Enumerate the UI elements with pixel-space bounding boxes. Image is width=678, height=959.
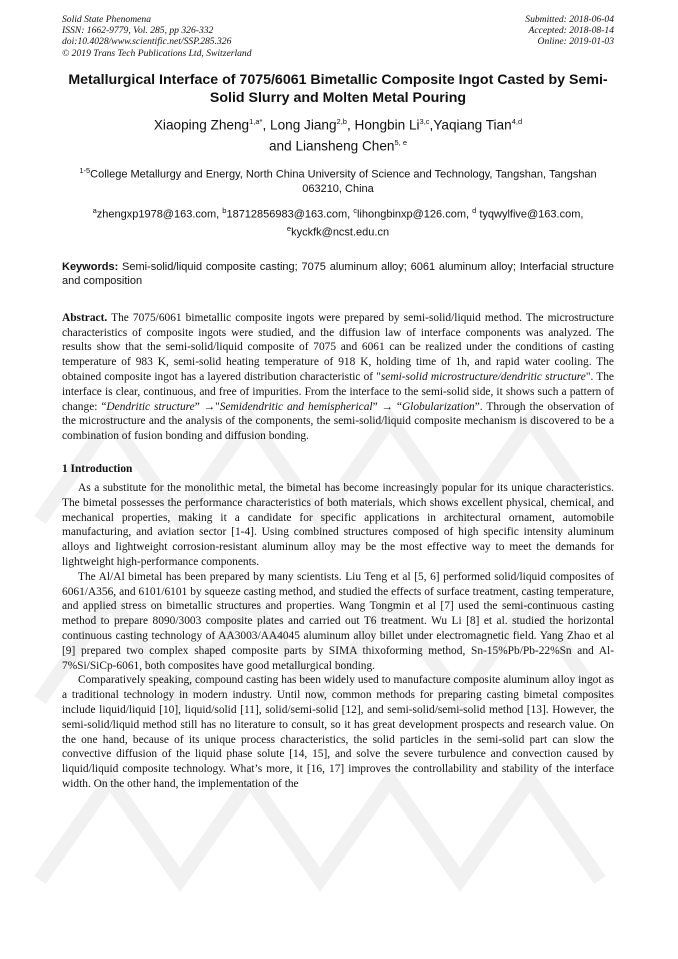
email-sup: c	[353, 205, 357, 215]
email-sup: b	[222, 205, 227, 215]
accepted-date: Accepted: 2018-08-14	[528, 25, 614, 37]
body-paragraph: The Al/Al bimetal has been prepared by many scientists. Liu Teng et al [5, 6] performed solid/liquid composites of 6061/A356, and 6101/6101 by squeeze casting method, and studied the effects of surface treatment, casting temperature, and applied stress on bimetallic structures and properties. Wang Tongmin et al [7] used the semi-continuous casting method to prepare 8090/3003 composite plates and carried out T6 treatment. Wu Li [8] et al. studied the horizontal continuous casting technology of AA3003/AA4045 aluminum alloy billet under electromagnetic field. Yang Zhao et al [9] prepared two complex shaped composite parts by SIMA thixoforming method, Sn-15%Pb/Pb-22%Sn and Al-7%Si/SiCp-6061, both composites have good metallurgical bonding.	[62, 570, 614, 672]
author-sup: 3,c	[419, 116, 430, 126]
email-link[interactable]: 18712856983@163.com,	[226, 208, 354, 221]
abstract-text: ” →"	[194, 400, 220, 413]
abstract-text: ”. Through the observation of the microstructure and the analysis of the components, the semi-solid/liquid composite mechanism is discovered to be a combination of fusion bonding and diffusion bonding.	[62, 400, 614, 443]
email-link[interactable]: kyckfk@ncst.edu.cn	[291, 226, 390, 239]
abstract-text: The 7075/6061 bimetallic composite ingots were prepared by semi-solid/liquid method. The microstructure characteristics of composite ingots were studied, and the diffusion law of interface components was analyzed. The results show that the semi-solid/liquid composite of 7075 and 6061 can be realized under the conditions of casting temperature of 983 K, semi-solid heating temperature of 918 K, holding time of 1h, and rapid water cooling. The obtained composite ingot has a layered distribution characteristic of "	[62, 311, 614, 384]
author-sup: 2,b	[336, 116, 347, 126]
abstract-emphasis: Dendritic structure	[106, 400, 195, 413]
journal-copyright: © 2019 Trans Tech Publications Ltd, Switzerland	[62, 47, 252, 59]
paper-page	[62, 14, 614, 792]
email-link[interactable]: tyqwylfive@163.com,	[476, 208, 584, 221]
author-sup: 1,a*	[249, 116, 263, 126]
abstract	[62, 311, 614, 444]
publication-dates	[525, 14, 614, 59]
affiliation	[62, 164, 614, 197]
body-paragraph: Comparatively speaking, compound casting has been widely used to manufacture composite aluminum alloy ingot as a traditional technology in modern industry. Until now, common methods for preparing casting bimetal composites include liquid/liquid [10], liquid/solid [11], solid/semi-solid [12], and semi-solid/semi-solid method [13]. However, the semi-solid/liquid method still has no literature to consult, so it has great development prospects and research value. On the one hand, because of its unique process characteristics, the solid particles in the semi-solid part can slow the convective diffusion of the liquid phase solute [14, 15], and solve the severe turbulence and convection caused by liquid/liquid composite technology. What’s more, it [16, 17] improves the controllability and stability of the interface width. On the other hand, the implementation of the	[62, 674, 614, 790]
journal-header	[62, 14, 614, 59]
author-name: and Liansheng Chen	[269, 138, 395, 154]
email-list	[62, 204, 614, 240]
author-name: Long Jiang	[270, 117, 337, 133]
submitted-date: Submitted: 2018-06-04	[525, 14, 614, 25]
author-name: Yaqiang Tian	[433, 117, 512, 133]
abstract-emphasis: semi-solid microstructure/dendritic structure	[380, 371, 586, 384]
journal-doi: doi:10.4028/www.scientific.net/SSP.285.326	[62, 36, 232, 48]
abstract-emphasis: Semidendritic and hemispherical	[219, 400, 373, 413]
author-name: Hongbin Li	[354, 117, 420, 133]
email-sup: a	[92, 205, 97, 215]
author-sup: 4,d	[511, 116, 523, 126]
keywords-text: Semi-solid/liquid composite casting; 7075 aluminum alloy; 6061 aluminum alloy; Interfacial structure and composition	[62, 260, 614, 288]
author-name: Xiaoping Zheng	[153, 117, 250, 133]
author-sup: 5, e	[394, 138, 407, 148]
body-paragraph: As a substitute for the monolithic metal, the bimetal has become increasingly popular for its unique characteristics. The bimetal possesses the performance characteristics of both materials, which shows excellent physical, chemical, and mechanical properties, making it a candidate for specific applications in architectural ornament, automobile manufacturing, and aviation sector [1-4]. Using combined structures composed of high specific intensity aluminum alloys and lightweight corrosion-resistant aluminum alloy may be the most effective way to meet the demands for lightweight high-performance components.	[62, 482, 614, 568]
online-date: Online: 2019-01-03	[537, 36, 614, 48]
keywords-label: Keywords:	[62, 260, 119, 273]
affiliation-text: College Metallurgy and Energy, North China University of Science and Technology, Tangshan, Tangshan 063210, China	[90, 168, 597, 196]
abstract-text: ". The interface is clear, continuous, and free of impurities. From the interface to the semi-solid side, it shows such a pattern of change: “	[62, 371, 614, 413]
paper-title: Metallurgical Interface of 7075/6061 Bimetallic Composite Ingot Casted by Semi-Solid Slurry and Molten Metal Pouring	[68, 71, 608, 106]
journal-name: Solid State Phenomena	[62, 14, 151, 25]
author-list: Xiaoping Zheng$^{1,a*}$, Long Jiang$^{2,b}$, Hongbin Li$^{3,c}$,Yaqiang Tian$^{4,d}$ and Liansheng Chen$^{5, e}$	[153, 116, 523, 154]
keywords	[62, 260, 614, 289]
abstract-emphasis: Globularization	[401, 400, 475, 413]
journal-issn: ISSN: 1662-9779, Vol. 285, pp 326-332	[62, 25, 214, 37]
email-sup: d	[472, 205, 477, 215]
email-sup: e	[286, 223, 292, 233]
journal-info	[62, 14, 252, 59]
affiliation-sup: 1-5	[79, 165, 91, 175]
email-link[interactable]: zhengxp1978@163.com,	[96, 208, 223, 221]
abstract-text: ” → “	[372, 400, 402, 413]
email-link[interactable]: lihongbinxp@126.com,	[356, 208, 473, 221]
section-heading: 1 Introduction	[62, 463, 133, 476]
abstract-label: Abstract.	[62, 311, 108, 324]
